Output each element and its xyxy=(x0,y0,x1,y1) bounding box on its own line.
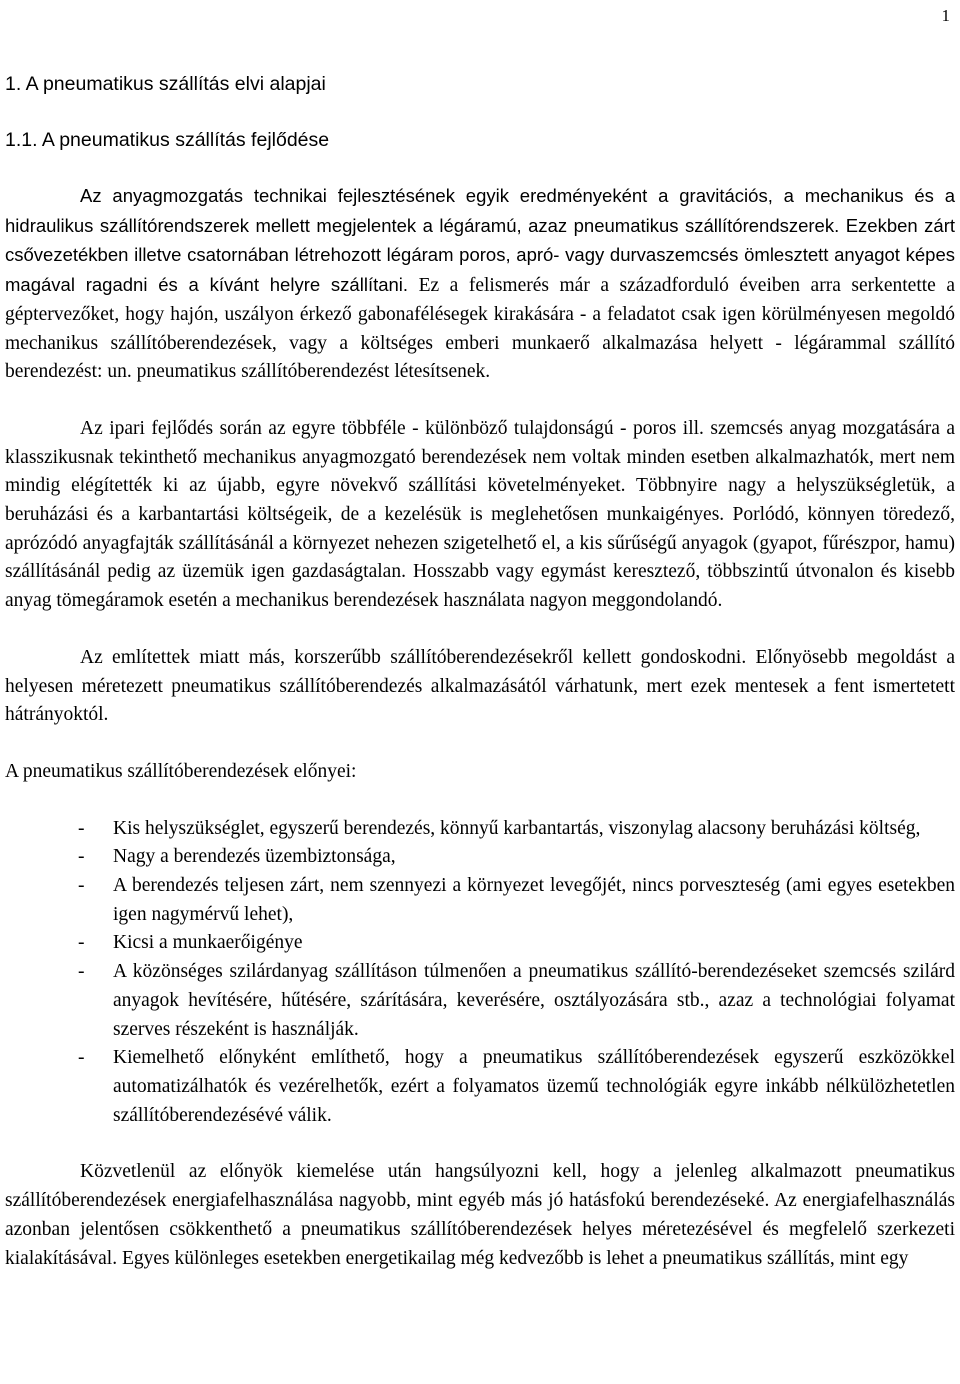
paragraph-4: Közvetlenül az előnyök kiemelése után hangsúlyozni kell, hogy a jelenleg alkalmazott pneumatikus szállítóberendezések energiafelhasználása nagyobb, mint egyéb más jó hatásfokú berendezéseké. Az energiafelhasználás azonban jelentősen csökkenthető a pneumatikus szállítóberendezések helyes méretezésével és megfelelő szerkezeti kialakításával. Egyes különleges esetekben energetikailag még kedvezőbb is lehet a pneumatikus szállítás, mint egy xyxy=(5,1161,955,1269)
list-dash: - xyxy=(78,961,85,983)
list-item xyxy=(5,843,955,872)
list-item-text: Nagy a berendezés üzembiztonsága, xyxy=(113,846,396,868)
paragraph-2-part-a: Az ipari fejlődés során az egyre többféle - különböző tulajdonságú - poros ill. xyxy=(80,417,704,439)
paragraph-1 xyxy=(5,182,955,387)
list-item xyxy=(5,929,955,958)
list-item-text: A berendezés teljesen zárt, nem szennyezi a környezet levegőjét, nincs porveszteség (ami egyes esetekben igen nagymérvű lehet), xyxy=(113,875,955,925)
paragraph-1-sans-part: Az anyagmozgatás technikai fejlesztésének egyik eredményeként a gravitációs, a mechanikus és a hidraulikus szállítórendszerek mellett megjelentek a légáramú, azaz pneumatikus szállítórendszerek. Ezekben zárt csővezetékben illetve csatornában létrehozott légáram poros, apró- vagy durvaszemcsés ömlesztett anyagot képes magával ragadni és a kívánt helyre szállítani. xyxy=(5,185,955,296)
list-item-text: Kicsi a munkaerőigénye xyxy=(113,932,303,954)
section-heading: 1.1. A pneumatikus szállítás fejlődése xyxy=(5,129,330,151)
paragraph-1-serif-part: Ez a felismerés már a századforduló éveiben arra serkentette a géptervezőket, hogy hajón, uszályon érkező gabonafélésegek kirakására - a feladatot csak igen körülményesen megoldó mechanikus szállítóberendezések, vagy a költséges emberi munkaerő alkalmazása helyett - légárammal szállító berendezést: un. pneumatikus szállítóberendezést létesítsenek. xyxy=(5,275,956,383)
list-item xyxy=(5,815,955,844)
list-dash: - xyxy=(78,875,85,897)
list-item-text: A közönséges szilárdanyag szállításon túlmenően a pneumatikus szállító-berendezéseket szemcsés szilárd anyagok hevítésére, hűtésére, szárítására, keverésére, osztályozására stb., azaz a technológiai folyamat szerves részeként is használják. xyxy=(113,961,955,1040)
advantages-list xyxy=(5,815,955,1131)
paragraph-2 xyxy=(5,415,955,616)
list-item xyxy=(5,1044,955,1130)
list-dash: - xyxy=(78,846,85,868)
advantages-title: A pneumatikus szállítóberendezések előnyei: xyxy=(5,760,357,782)
page-number: 1 xyxy=(941,6,950,25)
list-item xyxy=(5,872,955,929)
list-dash: - xyxy=(78,817,85,839)
chapter-heading: 1. A pneumatikus szállítás elvi alapjai xyxy=(5,73,326,95)
list-item-text: Kis helyszükséglet, egyszerű berendezés, könnyű karbantartás, viszonylag alacsony beruházási költség, xyxy=(113,817,921,839)
list-dash: - xyxy=(78,932,85,954)
document-body xyxy=(5,70,955,1273)
paragraph-2-part-b: szemcsés anyag mozgatására a klasszikusnak tekinthető mechanikus anyagmozgató berendezések nem voltak minden esetben alkalmazhatók, mert nem mindig elégítették ki az újabb, egyre növekvő szállítási követelményeket. Többnyire nagy a helyszükségletük, a beruházási és a karbantartási költségeik, de a kezelésük is meglehetősen munkaigényes. Porlódó, könnyen töredező, aprózódó anyagfajták szállításánál a környezet nehezen szigetelhető el, a kis sűrűségű anyagok (gyapot, fűrészpor, hamu) szállításánál pedig az üzemük igen gazdaságtalan. Hosszabb vagy egymást keresztező, többszintű útvonalon és kisebb anyag tömegáramok esetén a mechanikus berendezések használata nagyon meggondolandó. xyxy=(5,417,955,612)
list-item-text: Kiemelhető előnyként említhető, hogy a pneumatikus szállítóberendezések egyszerű eszközökkel automatizálhatók és vezérelhetők, ezért a folyamatos üzemű technológiák egyre inkább nélkülözhetetlen szállítóberendezésévé válik. xyxy=(113,1047,955,1126)
paragraph-3: Az említettek miatt más, korszerűbb szállítóberendezésekről kellett gondoskodni. Előnyösebb megoldást a helyesen méretezett pneumatikus szállítóberendezés alkalmazásától várhatunk, mert ezek mentesek a fent ismertetett hátrányoktól. xyxy=(5,646,955,726)
list-dash: - xyxy=(78,1047,85,1069)
list-item xyxy=(5,958,955,1044)
